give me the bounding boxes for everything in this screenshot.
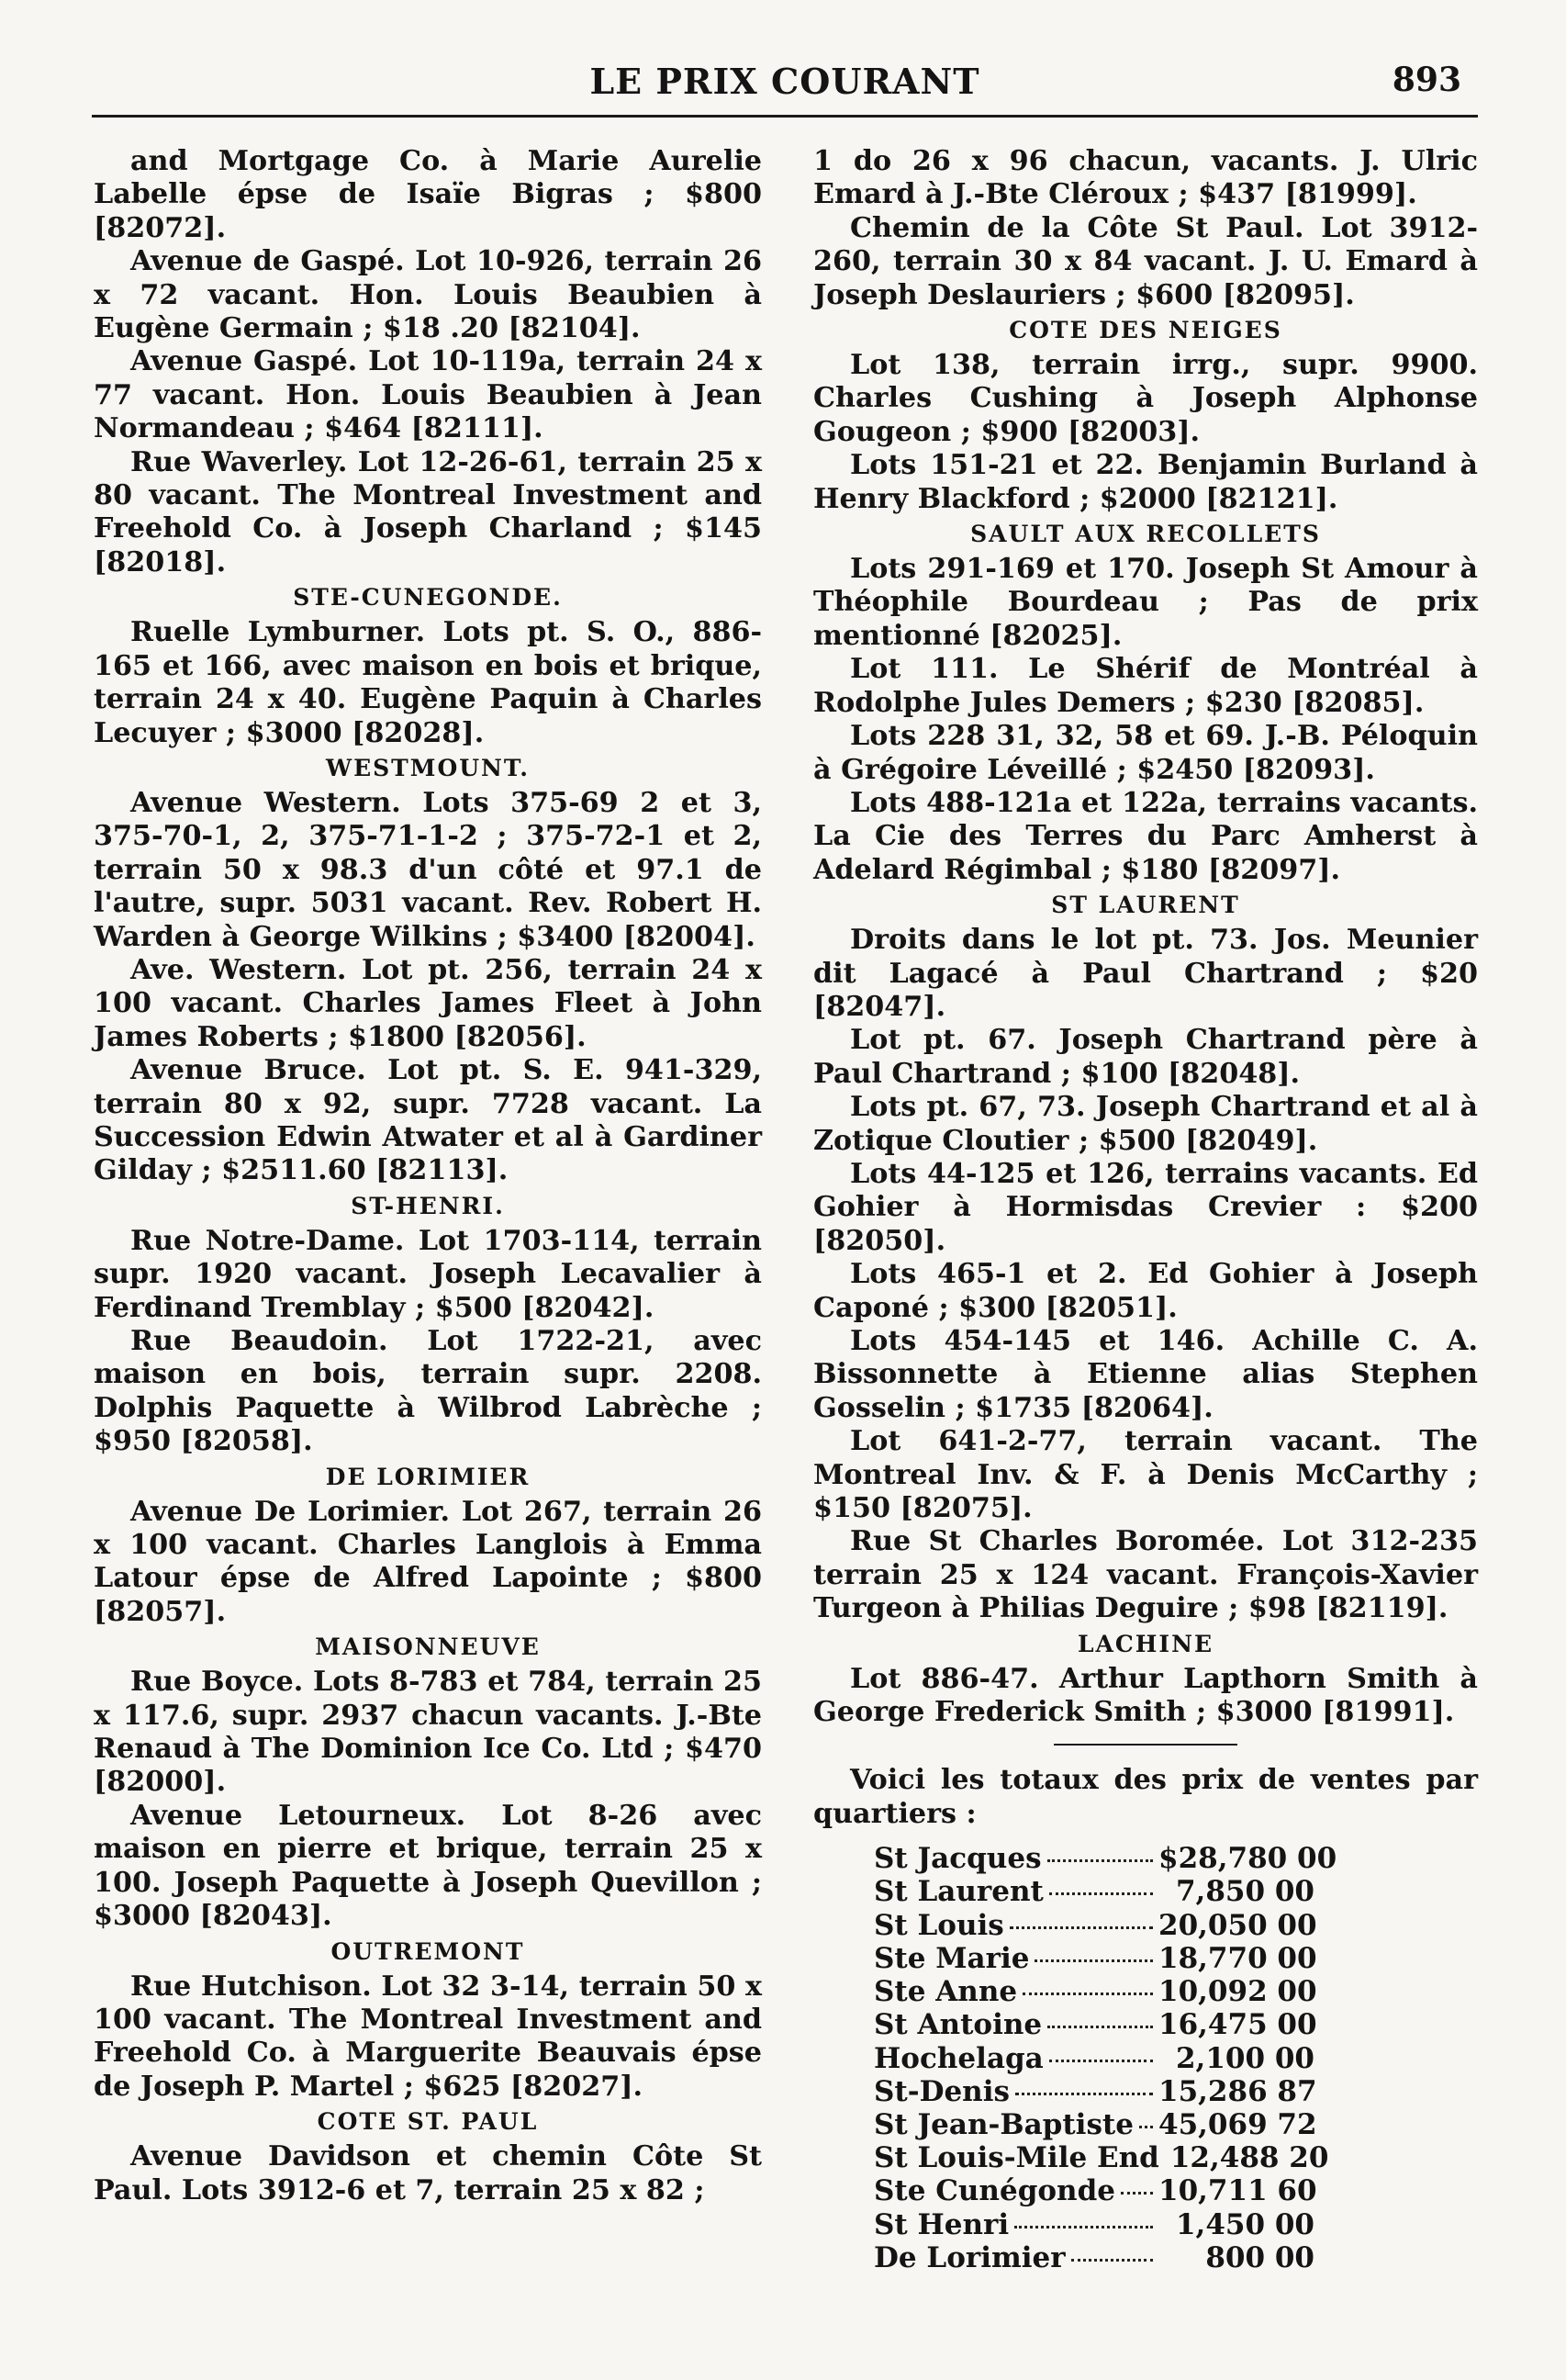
district-heading: OUTREMONT bbox=[330, 1937, 525, 1965]
dot-leader bbox=[1139, 2126, 1153, 2128]
district-name: Ste Anne bbox=[874, 1975, 1018, 2009]
totals-row bbox=[874, 1908, 1317, 1942]
district-total: 2,100 00 bbox=[1175, 2041, 1314, 2075]
district-name: St Louis bbox=[874, 1908, 1004, 1942]
district-total: 18,770 00 bbox=[1158, 1941, 1317, 1975]
transaction-entry: Lots 228 31, 32, 58 et 69. J.-B. Péloquin à Grégoire Léveillé ; $2450 [82093]. bbox=[813, 720, 1478, 786]
transaction-entry: Avenue Bruce. Lot pt. S. E. 941-329, terrain 80 x 92, supr. 7728 vacant. La Succession Edwin Atwater et al à Gardiner Gilday ; $2511.60 [82113]. bbox=[94, 1054, 762, 1187]
district-heading: ST-HENRI. bbox=[351, 1192, 505, 1219]
district-total: 15,286 87 bbox=[1158, 2074, 1317, 2108]
transaction-entry: Rue Hutchison. Lot 32 3-14, terrain 50 x 100 vacant. The Montreal Investment and Freehold Co. à Marguerite Beauvais épse de Joseph P. Martel ; $625 [82027]. bbox=[94, 1970, 762, 2103]
district-heading: COTE DES NEIGES bbox=[1009, 317, 1282, 344]
left-column bbox=[94, 145, 762, 2207]
transaction-entry: Rue Beaudoin. Lot 1722-21, avec maison en bois, terrain supr. 2208. Dolphis Paquette à Wilbrod Labrèche ; $950 [82058]. bbox=[94, 1325, 762, 1458]
transaction-entry: Lot 111. Le Shérif de Montréal à Rodolphe Jules Demers ; $230 [82085]. bbox=[813, 653, 1478, 719]
district-total: 45,069 72 bbox=[1158, 2107, 1317, 2141]
transaction-entry: Lot pt. 67. Joseph Chartrand père à Paul Chartrand ; $100 [82048]. bbox=[813, 1024, 1478, 1090]
dot-leader bbox=[1047, 2026, 1153, 2028]
district-heading: DE LORIMIER bbox=[325, 1463, 531, 1490]
district-heading: SAULT AUX RECOLLETS bbox=[970, 521, 1321, 548]
district-total: 12,488 20 bbox=[1169, 2141, 1329, 2175]
district-name: St Laurent bbox=[874, 1875, 1044, 1909]
transaction-entry: Lot 886-47. Arthur Lapthorn Smith à George Frederick Smith ; $3000 [81991]. bbox=[813, 1662, 1478, 1729]
transaction-entry: Lots 488-121a et 122a, terrains vacants. La Cie des Terres du Parc Amherst à Adelard Régimbal ; $180 [82097]. bbox=[813, 786, 1478, 886]
section-divider bbox=[1054, 1744, 1237, 1746]
running-title: LE PRIX COURANT bbox=[589, 61, 980, 102]
totals-row bbox=[874, 1842, 1337, 1876]
district-name: St Jean-Baptiste bbox=[874, 2107, 1134, 2141]
district-name: St Henri bbox=[874, 2207, 1010, 2241]
transaction-entry: Lots 465-1 et 2. Ed Gohier à Joseph Caponé ; $300 [82051]. bbox=[813, 1258, 1478, 1324]
district-name: Hochelaga bbox=[874, 2041, 1044, 2075]
district-name: St Antoine bbox=[874, 2008, 1043, 2042]
totals-row bbox=[874, 2008, 1317, 2042]
totals-row bbox=[874, 2141, 1329, 2175]
transaction-entry: Rue Notre-Dame. Lot 1703-114, terrain supr. 1920 vacant. Joseph Lecavalier à Ferdinand Tremblay ; $500 [82042]. bbox=[94, 1224, 762, 1324]
totals-row bbox=[874, 2174, 1317, 2208]
district-total: 800 00 bbox=[1205, 2240, 1314, 2274]
totals-row bbox=[874, 2107, 1317, 2141]
district-name: St Louis-Mile End bbox=[874, 2141, 1159, 2175]
transaction-entry: Rue Waverley. Lot 12-26-61, terrain 25 x 80 vacant. The Montreal Investment and Freehold Co. à Joseph Charland ; $145 [82018]. bbox=[94, 445, 762, 578]
totals-row bbox=[874, 2074, 1317, 2108]
totals-row bbox=[874, 1975, 1317, 2009]
dot-leader bbox=[1049, 2060, 1153, 2062]
transaction-entry: Avenue de Gaspé. Lot 10-926, terrain 26 x 72 vacant. Hon. Louis Beaubien à Eugène Germain ; $18 .20 [82104]. bbox=[94, 245, 762, 345]
transaction-entry: 1 do 26 x 96 chacun, vacants. J. Ulric Emard à J.-Bte Cléroux ; $437 [81999]. bbox=[813, 145, 1478, 211]
transaction-entry: Chemin de la Côte St Paul. Lot 3912-260, terrain 30 x 84 vacant. J. U. Emard à Joseph Deslauriers ; $600 [82095]. bbox=[813, 211, 1478, 311]
dot-leader bbox=[1047, 1859, 1153, 1862]
transaction-entry: Avenue Davidson et chemin Côte St Paul. Lots 3912-6 et 7, terrain 25 x 82 ; bbox=[94, 2140, 762, 2206]
dot-leader bbox=[1014, 2226, 1153, 2228]
transaction-entry: Lots 44-125 et 126, terrains vacants. Ed Gohier à Hormisdas Crevier : $200 [82050]. bbox=[813, 1157, 1478, 1257]
district-heading: COTE ST. PAUL bbox=[317, 2108, 539, 2136]
transaction-entry: Lot 641-2-77, terrain vacant. The Montreal Inv. & F. à Denis McCarthy ; $150 [82075]. bbox=[813, 1425, 1478, 1525]
transaction-entry: Rue Boyce. Lots 8-783 et 784, terrain 25 x 117.6, supr. 2937 chacun vacants. J.-Bte Renaud à The Dominion Ice Co. Ltd ; $470 [82000]. bbox=[94, 1666, 762, 1799]
totals-row bbox=[874, 2208, 1314, 2241]
totals-list bbox=[874, 1842, 1337, 2274]
district-total: 16,475 00 bbox=[1158, 2008, 1317, 2042]
district-name: Ste Marie bbox=[874, 1941, 1030, 1975]
totals-row bbox=[874, 1941, 1317, 1975]
district-heading: WESTMOUNT. bbox=[326, 754, 530, 781]
district-name: Ste Cunégonde bbox=[874, 2174, 1115, 2208]
transaction-entry: Avenue Gaspé. Lot 10-119a, terrain 24 x 77 vacant. Hon. Louis Beaubien à Jean Normandeau ; $464 [82111]. bbox=[94, 345, 762, 445]
dot-leader bbox=[1121, 2192, 1153, 2195]
transaction-entry: Avenue Western. Lots 375-69 2 et 3, 375-70-1, 2, 375-71-1-2 ; 375-72-1 et 2, terrain 50 x 98.3 d'un côté et 97.1 de l'autre, supr. 5031 vacant. Rev. Robert H. Warden à George Wilkins ; $3400 [82004]. bbox=[94, 786, 762, 953]
district-heading: ST LAURENT bbox=[1051, 892, 1240, 919]
district-total: 10,711 60 bbox=[1158, 2174, 1317, 2208]
district-heading: STE-CUNEGONDE. bbox=[293, 584, 563, 612]
dot-leader bbox=[1049, 1892, 1153, 1895]
right-column-entries bbox=[813, 145, 1478, 1729]
transaction-entry: Ruelle Lymburner. Lots pt. S. O., 886-165 et 166, avec maison en bois et brique, terrain 24 x 40. Eugène Paquin à Charles Lecuyer ; $3000 [82028]. bbox=[94, 616, 762, 749]
totals-row bbox=[874, 2042, 1314, 2075]
transaction-entry: Lots 151-21 et 22. Benjamin Burland à Henry Blackford ; $2000 [82121]. bbox=[813, 449, 1478, 515]
dot-leader bbox=[1071, 2259, 1153, 2262]
transaction-entry: Droits dans le lot pt. 73. Jos. Meunier dit Lagacé à Paul Chartrand ; $20 [82047]. bbox=[813, 924, 1478, 1023]
district-name: St Jacques bbox=[874, 1842, 1042, 1876]
district-total: 10,092 00 bbox=[1158, 1975, 1317, 2009]
totals-row bbox=[874, 1875, 1314, 1908]
dot-leader bbox=[1035, 1959, 1153, 1962]
district-heading: MAISONNEUVE bbox=[315, 1633, 541, 1661]
right-column bbox=[813, 145, 1478, 2274]
dot-leader bbox=[1023, 1993, 1153, 1995]
page-number: 893 bbox=[1392, 61, 1461, 99]
dot-leader bbox=[1015, 2093, 1153, 2095]
district-total: 7,850 00 bbox=[1175, 1875, 1314, 1909]
transaction-entry: Avenue Letourneux. Lot 8-26 avec maison en pierre et brique, terrain 25 x 100. Joseph Paquette à Joseph Quevillon ; $3000 [82043]. bbox=[94, 1799, 762, 1933]
district-total: $28,780 00 bbox=[1158, 1842, 1337, 1876]
dot-leader bbox=[1010, 1926, 1153, 1929]
transaction-entry: Lots 291-169 et 170. Joseph St Amour à Théophile Bourdeau ; Pas de prix mentionné [82025]. bbox=[813, 553, 1478, 652]
district-total: 1,450 00 bbox=[1175, 2207, 1314, 2241]
transaction-entry: Lot 138, terrain irrg., supr. 9900. Charles Cushing à Joseph Alphonse Gougeon ; $900 [82003]. bbox=[813, 349, 1478, 448]
district-total: 20,050 00 bbox=[1158, 1908, 1317, 1942]
transaction-entry: Avenue De Lorimier. Lot 267, terrain 26 x 100 vacant. Charles Langlois à Emma Latour épse de Alfred Lapointe ; $800 [82057]. bbox=[94, 1495, 762, 1628]
page-header bbox=[92, 55, 1478, 110]
district-name: St-Denis bbox=[874, 2074, 1010, 2108]
transaction-entry: Lots 454-145 et 146. Achille C. A. Bissonnette à Etienne alias Stephen Gosselin ; $1735 [82064]. bbox=[813, 1325, 1478, 1424]
transaction-entry: Rue St Charles Boromée. Lot 312-235 terrain 25 x 124 vacant. François-Xavier Turgeon à Philias Deguire ; $98 [82119]. bbox=[813, 1525, 1478, 1625]
transaction-entry: and Mortgage Co. à Marie Aurelie Labelle épse de Isaïe Bigras ; $800 [82072]. bbox=[94, 145, 762, 244]
transaction-entry: Lots pt. 67, 73. Joseph Chartrand et al à Zotique Cloutier ; $500 [82049]. bbox=[813, 1091, 1478, 1157]
transaction-entry: Ave. Western. Lot pt. 256, terrain 24 x 100 vacant. Charles James Fleet à John James Roberts ; $1800 [82056]. bbox=[94, 953, 762, 1053]
totals-row bbox=[874, 2241, 1314, 2274]
totals-intro: Voici les totaux des prix de ventes par quartiers : bbox=[813, 1764, 1478, 1830]
district-heading: LACHINE bbox=[1077, 1630, 1214, 1657]
header-rule bbox=[92, 115, 1478, 118]
district-name: De Lorimier bbox=[874, 2240, 1066, 2274]
